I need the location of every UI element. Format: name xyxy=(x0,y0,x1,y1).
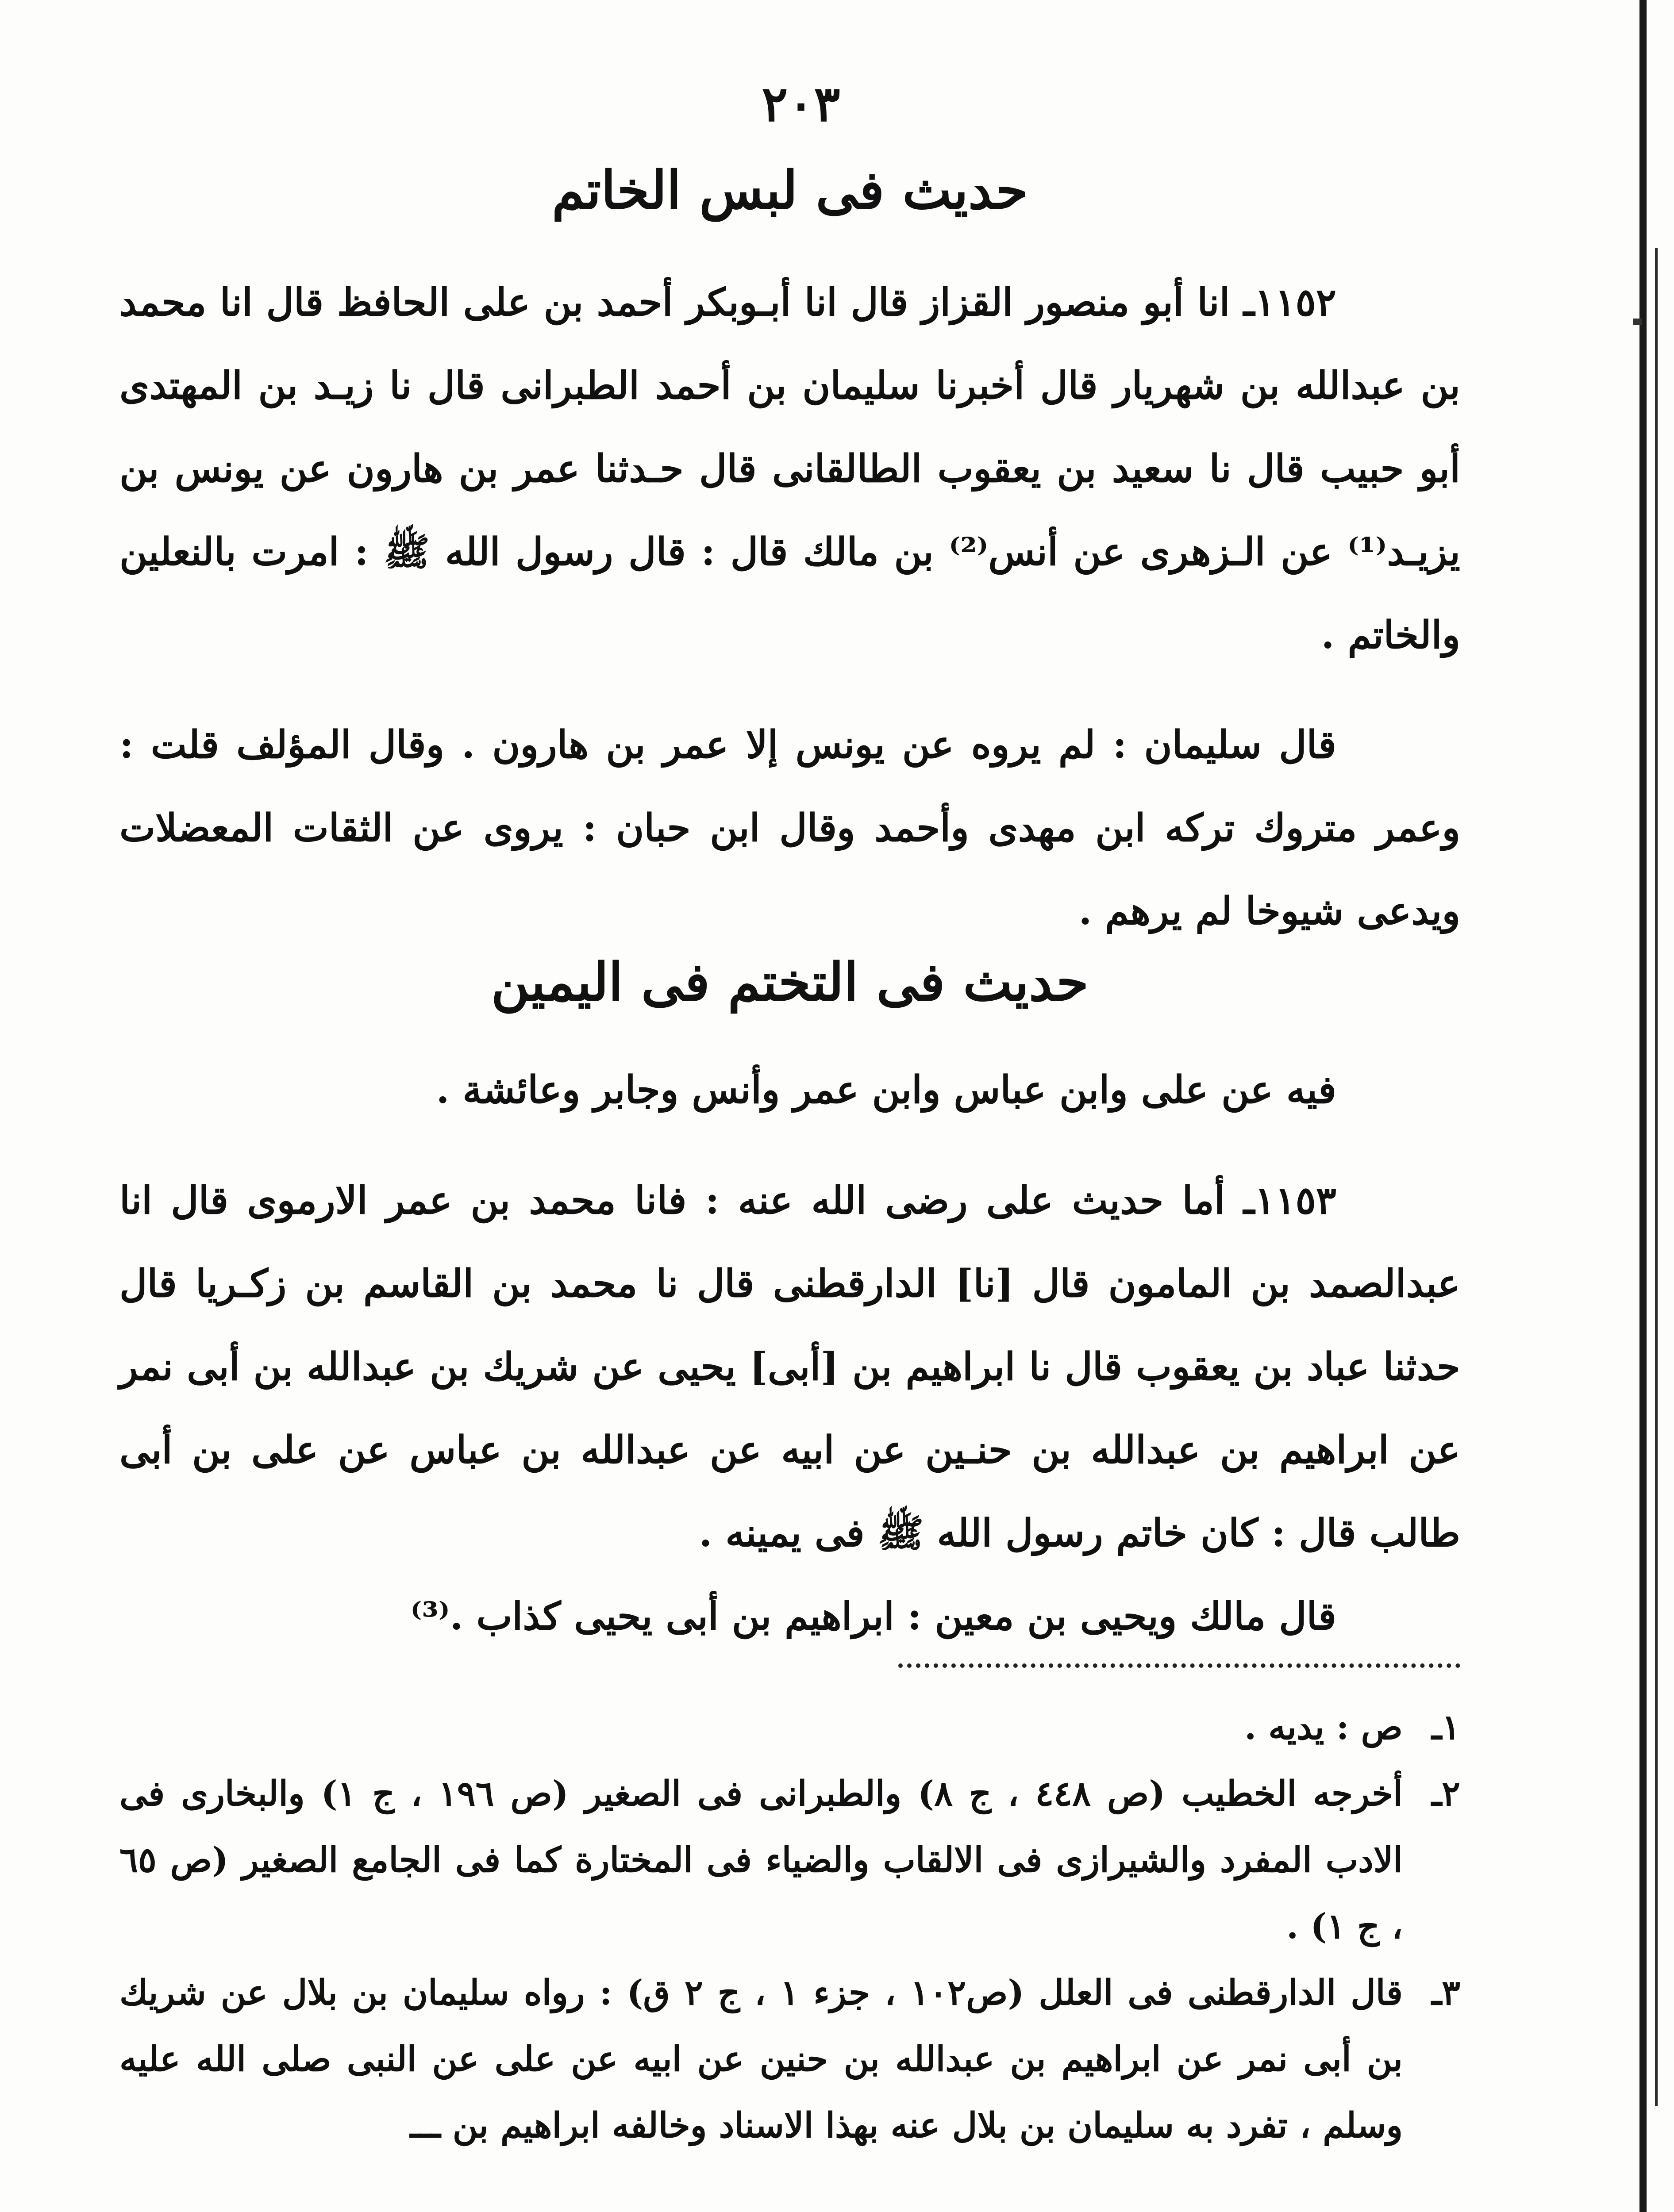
commentary-1152 xyxy=(119,703,1460,953)
footnote-number: ١ـ xyxy=(1432,1707,1460,1747)
paragraph-number: ١١٥٣ـ xyxy=(1243,1178,1336,1223)
margin-mark xyxy=(1633,319,1642,325)
paragraph xyxy=(119,261,1460,677)
paragraph xyxy=(119,1575,1460,1658)
hadith-1153 xyxy=(119,1159,1460,1575)
paragraph xyxy=(119,1159,1460,1575)
footnote-number: ٢ـ xyxy=(1432,1774,1460,1814)
commentary-1153 xyxy=(119,1575,1460,1658)
page-number: ٢٠٣ xyxy=(762,75,840,132)
paragraph-text: أما حديث على رضى الله عنه : فانا محمد بن عمر الارموى قال انا عبدالصمد بن المامون قال [نا] الدارقطنى قال نا محمد بن القاسم بن زكـريا قال حدثنا عباد بن يعقوب قال نا ابراهيم بن [أبى] يحيى عن شريك بن عبدالله بن أبى نمر عن ابراهيم بن عبدالله بن حنـين عن ابيه عن عبدالله بن عباس عن على بن أبى طالب قال : كان خاتم رسول الله ﷺ فى يمينه . xyxy=(119,1178,1460,1555)
footnote-text: قال الدارقطنى فى العلل (ص١٠٢ ، جزء ١ ، ج ٢ ق) : رواه سليمان بن بلال عن شريك بن أبى نمر عن ابراهيم بن عبدالله بن حنين عن ابيه عن على عن النبى صلى الله عليه وسلم ، تفرد به سليمان بن بلال عنه بهذا الاسناد وخالفه ابراهيم بن ـــ xyxy=(119,1973,1403,2146)
binding-edge xyxy=(1639,0,1647,2212)
section-title-ring-wearing: حديث فى لبس الخاتم xyxy=(552,159,1028,221)
footnote-number: ٣ـ xyxy=(1432,1973,1460,2013)
paragraph-text: قال سليمان : لم يروه عن يونس إلا عمر بن هارون . وقال المؤلف قلت : وعمر متروك تركه ابن مهدى وأحمد وقال ابن حبان : يروى عن الثقات المعضلات ويدعى شيوخا لم يرهم . xyxy=(119,722,1460,933)
section-title-right-hand: حديث فى التختم فى اليمين xyxy=(491,951,1089,1013)
paragraph-text: فيه عن على وابن عباس وابن عمر وأنس وجابر وعائشة . xyxy=(436,1068,1336,1112)
paragraph-number: ١١٥٢ـ xyxy=(1243,280,1336,325)
footnote-1 xyxy=(119,1694,1460,1761)
paragraph xyxy=(119,1048,1460,1132)
footnote-text: ص : يديه . xyxy=(1244,1707,1403,1747)
paragraph-text: انا أبو منصور القزاز قال انا أبـوبكر أحمد بن على الحافظ قال انا محمد بن عبدالله بن شهريار قال أخبرنا سليمان بن أحمد الطبرانى قال نا زيـد بن المهتدى أبو حبيب قال نا سعيد بن يعقوب الطالقانى قال حـدثنا عمر بن هارون عن يونس بن يزيـد⁽¹⁾ عن الـزهرى عن أنس⁽²⁾ بن مالك قال : قال رسول الله ﷺ : امرت بالنعلين والخاتم . xyxy=(119,280,1460,657)
hadith-1152 xyxy=(119,261,1460,677)
paragraph-text: قال مالك ويحيى بن معين : ابراهيم بن أبى يحيى كذاب .⁽³⁾ xyxy=(410,1594,1336,1639)
narrators-list xyxy=(119,1048,1460,1132)
footnote-3 xyxy=(119,1960,1460,2159)
binding-edge-shadow xyxy=(1655,248,1658,2106)
footnote-divider xyxy=(898,1663,1460,1668)
footnotes xyxy=(119,1694,1460,2159)
paragraph xyxy=(119,703,1460,953)
footnote-text: أخرجه الخطيب (ص ٤٤٨ ، ج ٨) والطبرانى فى الصغير (ص ١٩٦ ، ج ١) والبخارى فى الادب المفرد والشيرازى فى الالقاب والضياء فى المختارة كما فى الجامع الصغير (ص ٦٥ ، ج ١) . xyxy=(119,1774,1403,1947)
footnote-2 xyxy=(119,1761,1460,1960)
